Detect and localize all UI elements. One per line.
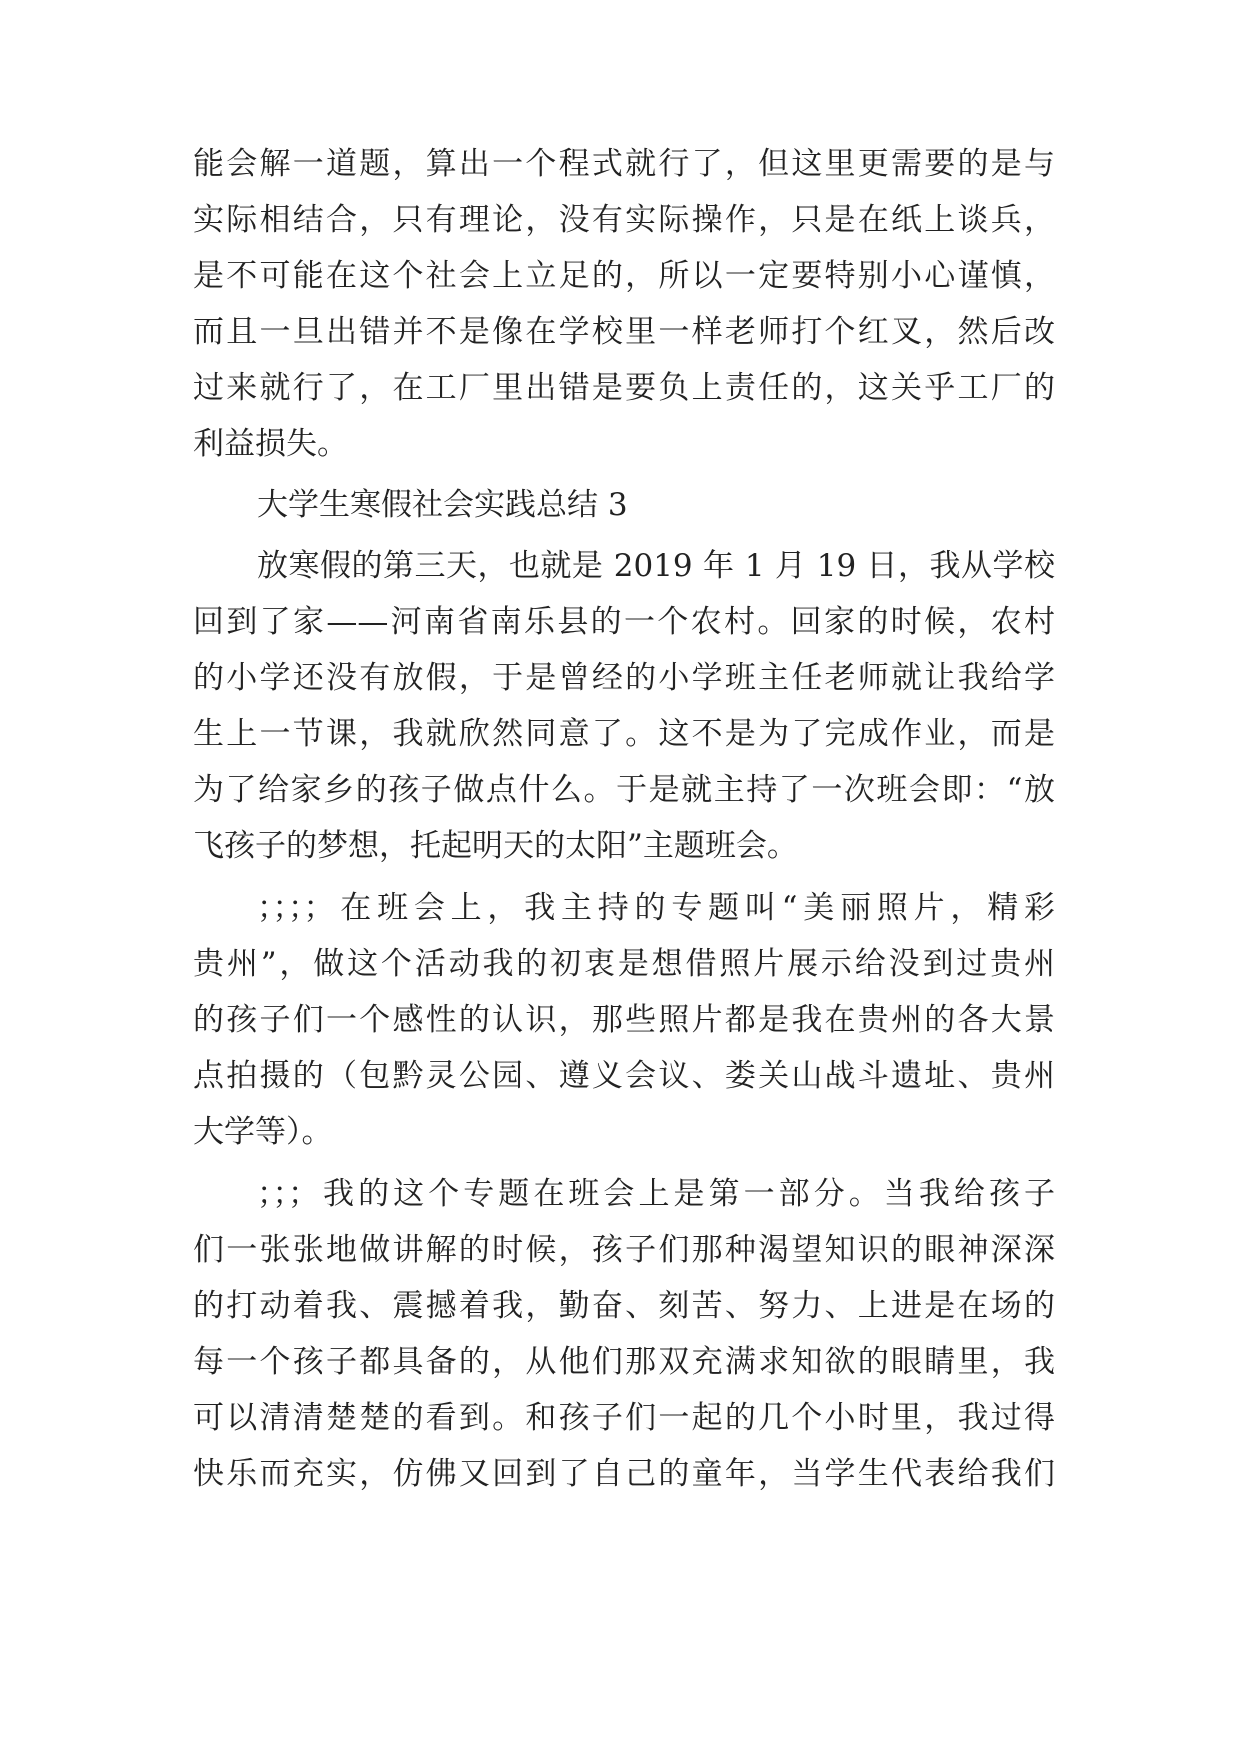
paragraph-line: 回到了家——河南省南乐县的一个农村。回家的时候，农村 [193,604,1055,640]
paragraph-line: 实际相结合，只有理论，没有实际操作，只是在纸上谈兵， [193,202,1055,238]
paragraph-line: 快乐而充实，仿佛又回到了自己的童年，当学生代表给我们 [193,1456,1055,1492]
paragraph-line: 可以清清楚楚的看到。和孩子们一起的几个小时里，我过得 [193,1400,1055,1436]
paragraph-line: 能会解一道题，算出一个程式就行了，但这里更需要的是与 [193,146,1055,182]
paragraph-line: 而且一旦出错并不是像在学校里一样老师打个红叉，然后改 [193,314,1055,350]
paragraph-line: 们一张张地做讲解的时候，孩子们那种渴望知识的眼神深深 [193,1232,1055,1268]
paragraph-line: 为了给家乡的孩子做点什么。于是就主持了一次班会即：“放 [193,772,1055,808]
paragraph-line: 的打动着我、震撼着我，勤奋、刻苦、努力、上进是在场的 [193,1288,1055,1324]
paragraph-line: ；；；；在班会上，我主持的专题叫“美丽照片，精彩 [257,890,1055,926]
paragraph-line: 大学等）。 [193,1114,333,1150]
paragraph-line: 生上一节课，我就欣然同意了。这不是为了完成作业，而是 [193,716,1055,752]
paragraph-line: 每一个孩子都具备的，从他们那双充满求知欲的眼睛里，我 [193,1344,1055,1380]
paragraph-line: 的小学还没有放假，于是曾经的小学班主任老师就让我给学 [193,660,1055,696]
paragraph-line: 贵州”，做这个活动我的初衷是想借照片展示给没到过贵州 [193,946,1055,982]
paragraph-line: 利益损失。 [193,426,348,462]
paragraph-line: 飞孩子的梦想，托起明天的太阳”主题班会。 [193,828,798,864]
paragraph-line: 是不可能在这个社会上立足的，所以一定要特别小心谨慎， [193,258,1055,294]
paragraph-line: 放寒假的第三天，也就是 2019 年 1 月 19 日，我从学校 [257,548,1055,584]
paragraph-line: 的孩子们一个感性的认识，那些照片都是我在贵州的各大景 [193,1002,1055,1038]
paragraph-line: 过来就行了，在工厂里出错是要负上责任的，这关乎工厂的 [193,370,1055,406]
paragraph-line: 点拍摄的（包黔灵公园、遵义会议、娄关山战斗遗址、贵州 [193,1058,1055,1094]
section-heading: 大学生寒假社会实践总结 3 [257,487,628,523]
paragraph-line: ；；；我的这个专题在班会上是第一部分。当我给孩子 [257,1176,1055,1212]
